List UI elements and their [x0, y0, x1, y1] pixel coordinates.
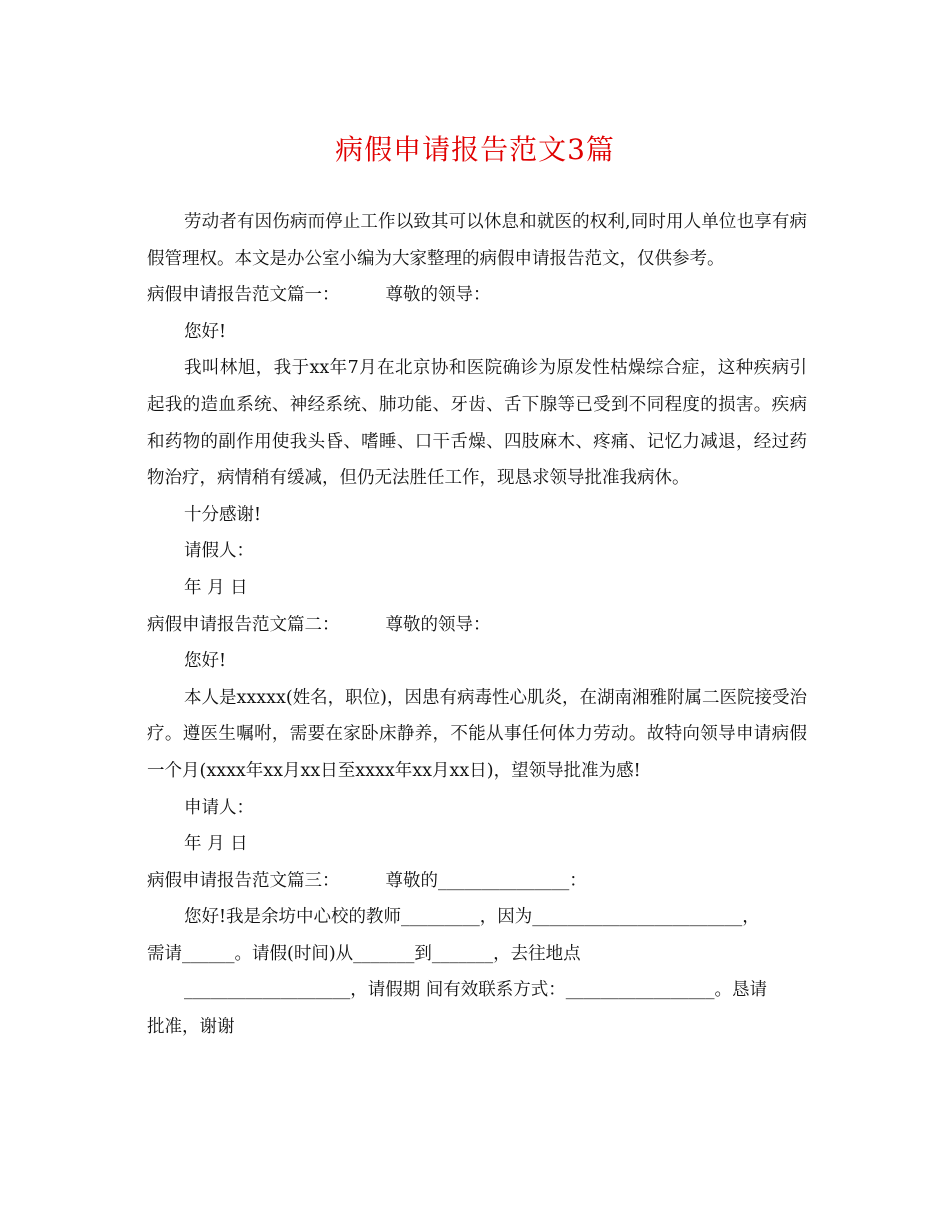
document-body [147, 204, 807, 1046]
section1-thanks: 十分感谢! [184, 504, 262, 525]
section1-heading-line [147, 277, 807, 314]
section1-salutation: 尊敬的领导： [385, 285, 491, 306]
section3-line2: 需请______。请假(时间)从_______到_______，去往地点 [147, 943, 581, 964]
section2-greeting: 您好! [184, 651, 227, 672]
section2-heading-line [147, 607, 807, 644]
section2-heading: 病假申请报告范文篇二： [147, 614, 340, 635]
section2-signer: 申请人： [184, 797, 254, 818]
section3-line4: 批准，谢谢 [147, 1017, 235, 1038]
section1-heading: 病假申请报告范文篇一： [147, 285, 340, 306]
section3-line1: 您好!我是余坊中心校的教师_________，因为________________________， [184, 907, 760, 928]
section3-salutation: 尊敬的_______________： [385, 870, 587, 891]
section1-signer: 请假人： [184, 541, 254, 562]
section3-heading: 病假申请报告范文篇三： [147, 870, 340, 891]
section3-line3: ___________________，请假期 间有效联系方式：_________________。恳请 [184, 980, 768, 1001]
section2-salutation: 尊敬的领导： [385, 614, 491, 635]
section2-body: 本人是xxxxx(姓名，职位)，因患有病毒性心肌炎，在湖南湘雅附属二医院接受治疗。遵医生嘱咐，需要在家卧床静养，不能从事任何体力劳动。故特向领导申请病假一个月(xxxx年xx月xx日至xxxx年xx月xx日)，望领导批准为感! [147, 687, 807, 781]
section1-greeting: 您好! [184, 321, 227, 342]
intro-paragraph: 劳动者有因伤病而停止工作以致其可以休息和就医的权利,同时用人单位也享有病假管理权。本文是办公室小编为大家整理的病假申请报告范文，仅供参考。 [147, 212, 807, 269]
section3-heading-line [147, 863, 807, 900]
document-title: 病假申请报告范文3篇 [335, 133, 615, 166]
section2-date: 年 月 日 [184, 834, 248, 855]
section1-date: 年 月 日 [184, 577, 248, 598]
section1-body: 我叫林旭，我于xx年7月在北京协和医院确诊为原发性枯燥综合症，这种疾病引起我的造血系统、神经系统、肺功能、牙齿、舌下腺等已受到不同程度的损害。疾病和药物的副作用使我头昏、嗜睡、口干舌燥、四肢麻木、疼痛、记忆力减退，经过药物治疗，病情稍有缓减，但仍无法胜任工作，现恳求领导批准我病休。 [147, 358, 807, 489]
